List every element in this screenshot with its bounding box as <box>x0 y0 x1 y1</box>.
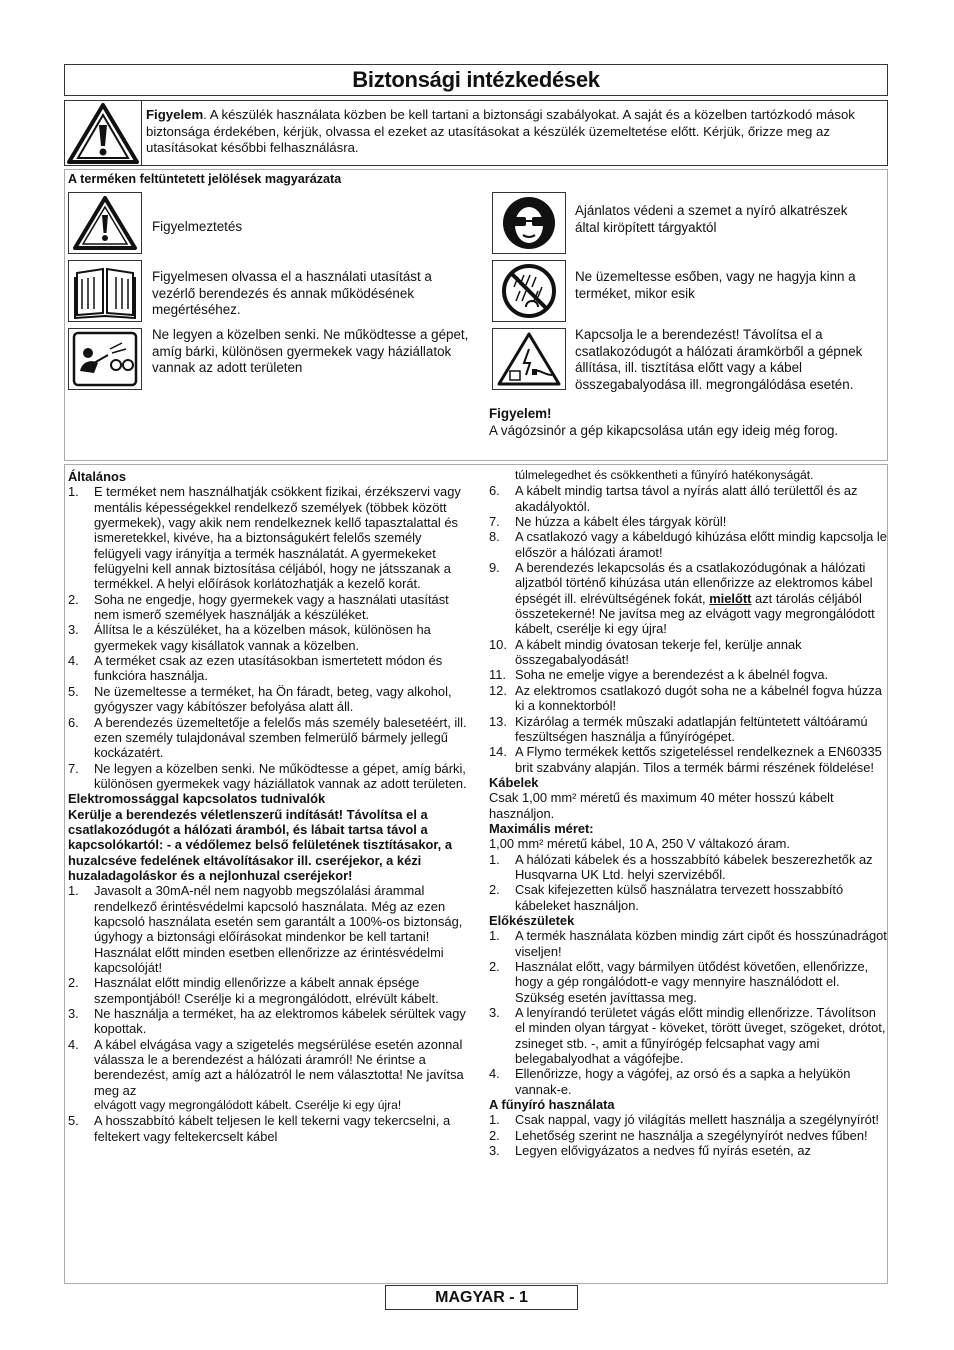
list-item: 1. Csak nappal, vagy jó világítás mellett használja a szegélynyírót! <box>489 1112 879 1128</box>
list-item: 1. E terméket nem használhatják csökkent fizikai, érzékszervi vagy mentális képességekkel rendelkező személyek (többek között gyermekek), vagy akik nem rendelkeznek kellő tapasztalattal és ismeretekkel, kivéve, ha a biztonságukért felelős személy felügyeli vagy irányítja a termék használatát. A gyermekeket felügyelni kell annak biztosítása céljából, hogy ne játsszanak a termékkel. A helyi előírások korlátozhatják a kezelő korát. <box>68 484 461 592</box>
list-item: 7. Ne húzza a kábelt éles tárgyak körül! <box>489 514 727 530</box>
list-item: 2. Lehetőség szerint ne használja a szegélynyírót nedves fűben! <box>489 1127 868 1143</box>
eye-protection-icon <box>496 195 562 251</box>
symbol-eye-protection-text: Ajánlatos védeni a szemet a nyíró alkatrészek által kiröpített tárgyaktól <box>575 203 848 235</box>
list-item: 9. A berendezés lekapcsolás és a csatlakozódugónak a hálózati aljzatból történő kihúzása után ellenőrizze az elektromos kábel épségét ill. elrévültségének fokát, mielőtt azt tárolás céljából összetekerné! Ne javítsa meg az elvágott vagy megrongálódott kábelt, cserélje ki egy újra! <box>489 560 875 637</box>
list-item: 12. Az elektromos csatlakozó dugót soha ne a kábelnél fogva húzza ki a konnektorból! <box>489 682 882 714</box>
list-item: 1. Javasolt a 30mA-nél nem nagyobb megszólalási árammal rendelkező érintésvédelmi kapcsoló használata. Még az ezen kapcsoló használata esetén sem garantált a 100%-os biztonság, úgyhogy a biztonsági előírásokat mindenkor be kell tartani! Használat előtt minden esetben ellenőrizze az érintésvédelmi kapcsolóját! <box>68 883 463 975</box>
usage-heading: A fűnyíró használata <box>489 1097 615 1113</box>
list-item: 4. A kábel elvágása vagy a szigetelés megsérülése esetén azonnal válassza le a berendezést a hálózati áramról! Ne érintse a berendezést, amíg azt a hálózatról le nem választotta! Ne javítsa meg az elvágott vagy megrongálódott kábelt. Cserélje ki egy újra! <box>68 1036 464 1113</box>
list-item: 5. Ne üzemeltesse a terméket, ha Ön fáradt, beteg, vagy alkohol, gyógyszer vagy kábítószer befolyása alatt áll. <box>68 683 452 715</box>
list-item: 4. A terméket csak az ezen utasításokban ismertetett módon és funkcióra használja. <box>68 653 443 684</box>
list-item: 6. A kábelt mindig tartsa távol a nyírás alatt álló területtől és az akadályoktól. <box>489 483 858 514</box>
no-rain-icon <box>496 263 562 319</box>
symbols-section <box>64 169 888 461</box>
right-column <box>489 468 887 1158</box>
list-item: 2. Használat előtt, vagy bármilyen ütődést követően, ellenőrizze, hogy a gép rongálódott-e vagy mennyire használódott el. Szükség esetén javíttassa meg. <box>489 959 869 1005</box>
list-item: 8. A csatlakozó vagy a kábeldugó kihúzása előtt mindig kapcsolja le először a hálózati áramot! <box>489 529 887 560</box>
electric-intro: Kerülje a berendezés véletlenszerű indítását! Távolítsa el a csatlakozódugót a hálózati áramból, és lábait tartsa távol a kapcsolókartól: - a védőlemez belső felületének tisztításakor, a huzalcséve fedelének eltávolításakor ill. cseréjekor, a kézi huzaladagoláskor és a nejlonhuzal cseréjekor! <box>68 806 452 883</box>
list-item: 1. A hálózati kábelek és a hosszabbító kábelek beszerezhetők az Husqvarna UK Ltd. helyi szervizéből. <box>489 851 873 882</box>
symbol-unplug-text: Kapcsolja le a berendezést! Távolítsa el a csatlakozódugót a hálózati áramkörből a gépnek állítása, ill. tisztítása előtt vagy a kábel összegabalyodása ill. megrongálódása esetén. <box>575 327 863 392</box>
list-item: 5. A hosszabbító kábelt teljesen le kell tekerni vagy tekercselni, a feltekert vagy feltekercselt kábel <box>68 1113 451 1144</box>
symbols-note-text: A vágózsinór a gép kikapcsolása után egy ideig még forog. <box>489 423 839 438</box>
list-item: 11. Soha ne emelje vigye a berendezést a k ábelnél fogva. <box>489 667 829 683</box>
electric-heading: Elektromossággal kapcsolatos tudnivalók <box>68 791 326 807</box>
read-manual-icon <box>72 263 138 319</box>
cables-text: Csak 1,00 mm² méretű és maximum 40 méter hosszú kábelt használjon. <box>489 790 834 821</box>
unplug-icon <box>496 331 562 387</box>
list-item: 6. A berendezés üzemeltetője a felelős más személy balesetéért, ill. ezen személy tulajdonával szemben felmerülő bármely jellegű kockázatért. <box>68 714 467 761</box>
max-size-text: 1,00 mm² méretű kábel, 10 A, 250 V váltakozó áram. <box>489 836 790 852</box>
list-item: 13. Kizárólag a termék mûszaki adatlapján feltüntetett váltóáramú feszültségen használja a fűnyírógépet. <box>489 713 868 744</box>
symbol-bystanders-text: Ne legyen a közelben senki. Ne működtesse a gépet, amíg bárki, különösen gyermekek vagy háziállatok vannak az adott területen <box>152 327 469 375</box>
list-item: 14. A Flymo termékek kettős szigeteléssel rendelkeznek a EN60335 brit szabvány alapján. Tilos a termék bármi részének földelése! <box>489 744 882 775</box>
cables-heading: Kábelek <box>489 774 539 790</box>
symbol-no-rain <box>492 260 566 322</box>
max-size-heading: Maximális méret: <box>489 820 594 836</box>
continuation-text: túlmelegedhet és csökkentheti a fűnyíró hatékonyságát. <box>515 468 814 482</box>
preparation-heading: Előkészületek <box>489 912 575 928</box>
symbol-bystanders <box>68 328 142 390</box>
warning-box <box>64 100 888 166</box>
list-item: 3. Állítsa le a készüléket, ha a közelben mások, különösen ha gyermekek vagy kisállatok vannak a közelben. <box>68 622 431 653</box>
symbol-read-manual-text: Figyelmesen olvassa el a használati utasítást a vezérlő berendezés és annak működésének megértéséhez. <box>152 269 432 317</box>
list-item: 3. Ne használja a terméket, ha az elektromos kábelek sérültek vagy kopottak. <box>68 1006 466 1037</box>
symbols-note-label: Figyelem! <box>489 406 552 421</box>
main-content <box>64 464 888 1284</box>
list-item: 2. Csak kifejezetten külső használatra tervezett hosszabbító kábeleket használjon. <box>489 882 844 913</box>
page-title: Biztonsági intézkedések <box>64 64 888 96</box>
warning-triangle-icon <box>65 101 141 165</box>
list-item: 2. Soha ne engedje, hogy gyermekek vagy a használati utasítást nem ismerő személyek használják a készüléket. <box>68 591 449 623</box>
list-item: 1. A termék használata közben mindig zárt cipőt és hosszúnadrágot viseljen! <box>489 928 887 959</box>
keep-bystanders-away-icon <box>72 331 138 387</box>
general-heading: Általános <box>68 469 127 484</box>
list-item: 2. Használat előtt mindig ellenőrizze a kábelt annak épsége szempontjából! Cserélje ki a megrongálódott, elrévült kábelt. <box>68 975 439 1006</box>
warning-icon-cell <box>65 101 142 165</box>
symbol-read-manual <box>68 260 142 322</box>
warning-triangle-icon <box>72 195 138 251</box>
list-item: 3. A lenyírandó területet vágás előtt mindig ellenőrizze. Távolítson el minden olyan tárgyat - köveket, törött üveget, szögeket, drótot, zsineget stb. -, amit a fűnyírógép felcsaphat vagy ami belegabalyodhat a vágófejbe. <box>489 1005 886 1067</box>
list-item: 10. A kábelt mindig óvatosan tekerje fel, kerülje annak összegabalyodását! <box>489 636 802 668</box>
symbol-warning <box>68 192 142 254</box>
page-footer: MAGYAR - 1 <box>385 1285 578 1310</box>
warning-label: Figyelem <box>146 107 204 122</box>
list-item: 7. Ne legyen a közelben senki. Ne működtesse a gépet, amíg bárki, különösen gyermekek vagy háziállatok vannak az adott területen. <box>68 760 467 791</box>
symbols-heading: A terméken feltüntetett jelölések magyarázata <box>68 172 342 186</box>
warning-text <box>146 107 876 157</box>
list-item: 3. Legyen elővigyázatos a nedves fű nyírás esetén, az <box>489 1143 811 1159</box>
symbol-warning-text: Figyelmeztetés <box>152 219 243 234</box>
symbol-no-rain-text: Ne üzemeltesse esőben, vagy ne hagyja kinn a terméket, mikor esik <box>575 269 856 301</box>
symbol-eye-protection <box>492 192 566 254</box>
symbol-unplug <box>492 328 566 390</box>
list-item: 4. Ellenőrizze, hogy a vágófej, az orsó és a sapka a helyükön vannak-e. <box>489 1066 851 1097</box>
warning-body: . A készülék használata közben be kell tartani a biztonsági szabályokat. A saját és a közelben tartózkodó mások biztonsága érdekében, kérjük, olvassa el ezeket az utasításokat a készülék üzemeltetése előtt. Kérjük, őrizze meg az utasításokat későbbi felhasználásra. <box>146 107 855 155</box>
left-column <box>68 469 468 1144</box>
